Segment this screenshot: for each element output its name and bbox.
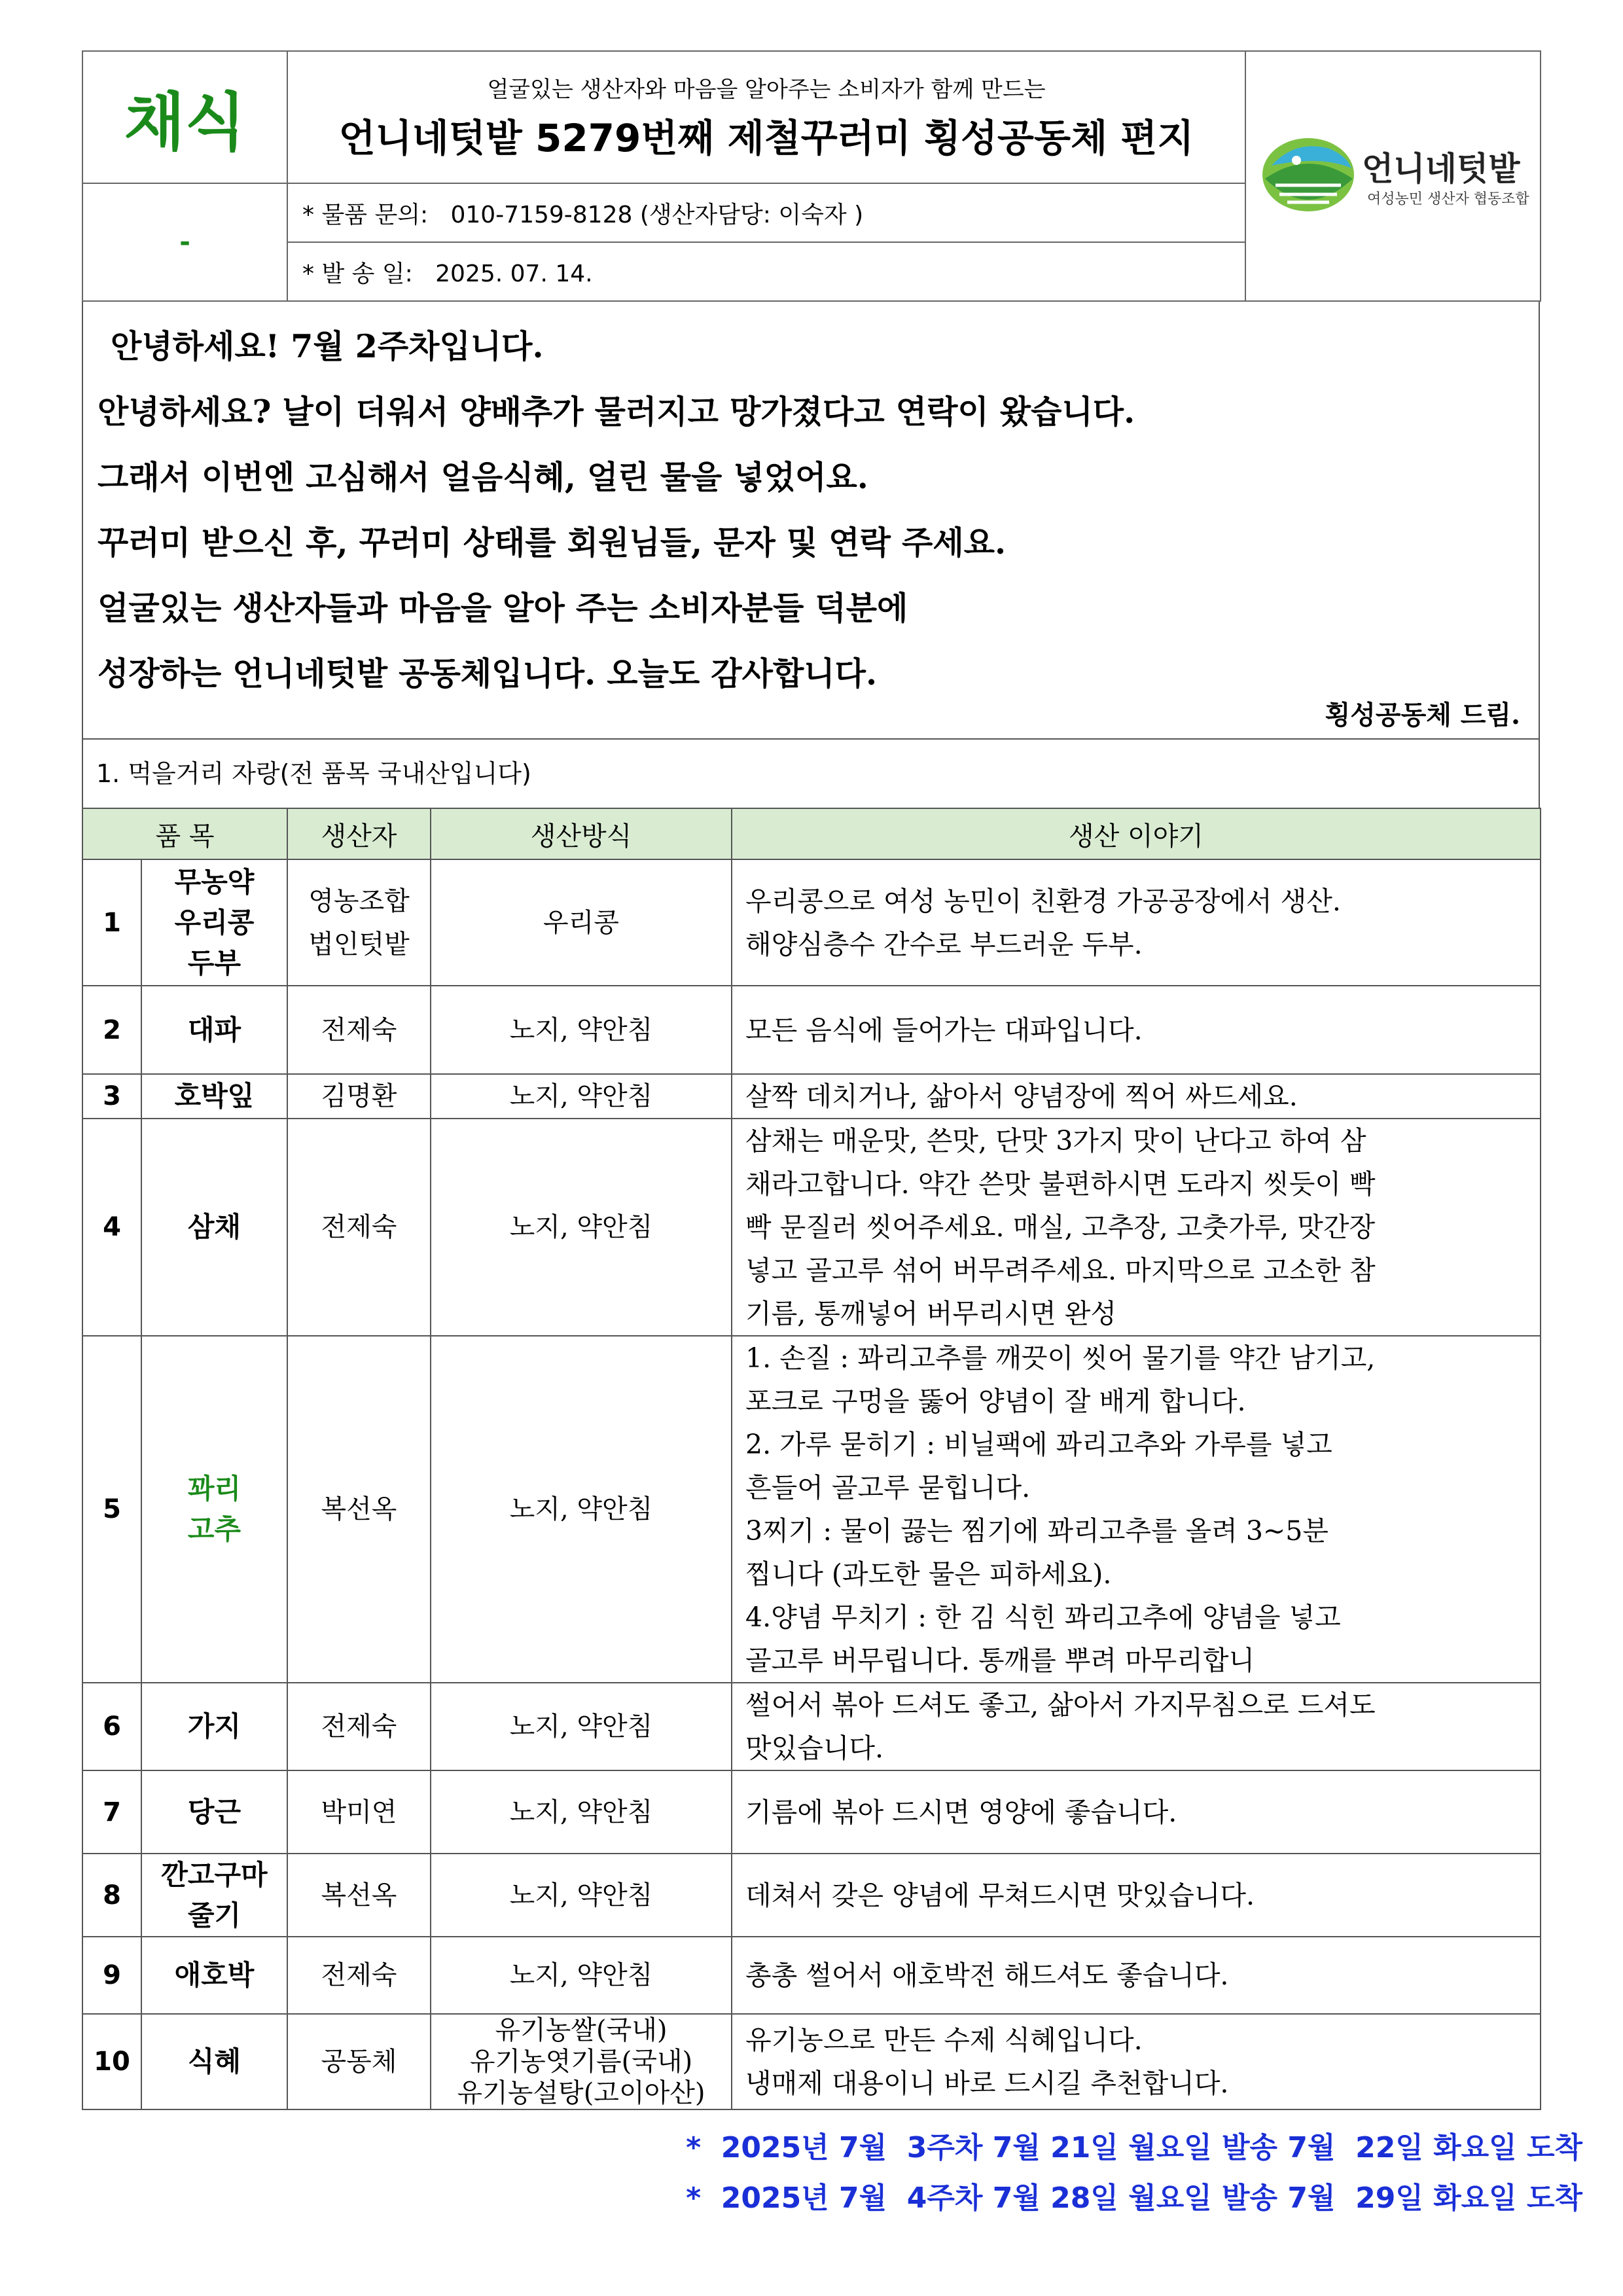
greeting-line: 안녕하세요? 날이 더워서 양배추가 물러지고 망가졌다고 연락이 왔습니다. — [98, 393, 1135, 431]
method — [431, 1770, 732, 1854]
subtitle: 얼굴있는 생산자와 마음을 알아주는 소비자가 함께 만드는 — [487, 76, 1046, 103]
row-number: 8 — [82, 1854, 141, 1937]
section-title: 1. 먹을거리 자랑(전 품목 국내산입니다) — [82, 740, 1540, 808]
table-row — [82, 1119, 1541, 1336]
item-name — [141, 1854, 287, 1937]
greeting-line: 그래서 이번엔 고심해서 얼음식혜, 얼린 물을 넣었어요. — [98, 458, 868, 496]
newsletter-page — [82, 50, 1540, 2110]
method-line: 노지, 약안침 — [509, 1712, 653, 1742]
footer-line: * 2025년 7월 4주차 7월 28일 월요일 발송 7월 29일 화요일 도착 — [686, 2181, 1582, 2215]
header-table — [82, 50, 1541, 302]
story — [732, 859, 1541, 986]
page-title: 언니네텃밭 5279번째 제철꾸러미 횡성공동체 편지 — [338, 115, 1194, 160]
method-line: 노지, 약안침 — [509, 1797, 653, 1827]
story-line: 기름에 볶아 드시면 영양에 좋습니다. — [745, 1796, 1177, 1828]
logo-cell — [1245, 51, 1541, 301]
method-line: 노지, 약안침 — [509, 1014, 653, 1045]
item-name-line: 깐고구마 — [161, 1858, 268, 1891]
signature: 횡성공동체 드림. — [1325, 700, 1520, 730]
method — [431, 1683, 732, 1770]
story — [732, 1683, 1541, 1770]
story-line: 골고루 버무립니다. 통깨를 뿌려 마무리합니 — [745, 1645, 1255, 1676]
producer — [287, 1937, 431, 2014]
story-line: 채라고합니다. 약간 쓴맛 불편하시면 도라지 씻듯이 빡 — [745, 1168, 1376, 1200]
table-row — [82, 1854, 1541, 1937]
item-name-line: 식혜 — [187, 2045, 241, 2077]
table-row — [82, 1770, 1541, 1854]
table-row — [82, 2014, 1541, 2109]
item-name-line: 당근 — [187, 1795, 241, 1828]
row-number: 9 — [82, 1937, 141, 2014]
method — [431, 1119, 732, 1336]
producer-line: 전제숙 — [321, 1014, 397, 1045]
item-name-line: 애호박 — [174, 1959, 255, 1991]
method — [431, 1937, 732, 2014]
row-number: 5 — [82, 1336, 141, 1683]
story-line: 살짝 데치거나, 삶아서 양념장에 찍어 싸드세요. — [745, 1081, 1298, 1112]
item-name — [141, 1683, 287, 1770]
item-name-line: 대파 — [187, 1013, 241, 1046]
method-line: 유기농설탕(고이아산) — [457, 2078, 705, 2108]
items-body — [82, 859, 1541, 2109]
producer-line: 전제숙 — [321, 1960, 397, 1990]
story — [732, 2014, 1541, 2109]
story — [732, 986, 1541, 1074]
producer-line: 공동체 — [321, 2047, 397, 2077]
item-name — [141, 2014, 287, 2109]
header-item: 품 목 — [82, 808, 287, 859]
story-line: 1. 손질 : 꽈리고추를 깨끗이 씻어 물기를 약간 남기고, — [745, 1342, 1376, 1374]
story-line: 유기농으로 만든 수제 식혜입니다. — [745, 2024, 1143, 2056]
ship-value: 2025. 07. 14. — [435, 260, 593, 287]
story-line: 넣고 골고루 섞어 버무려주세요. 마지막으로 고소한 참 — [745, 1255, 1376, 1286]
ship-row — [287, 242, 1245, 301]
item-name-line: 삼채 — [187, 1211, 241, 1243]
method — [431, 1336, 732, 1683]
logo-text: 언니네텃밭 — [1361, 150, 1520, 188]
story — [732, 1074, 1541, 1119]
producer-line: 박미연 — [321, 1797, 397, 1827]
producer — [287, 1683, 431, 1770]
story-line: 데쳐서 갖은 양념에 무쳐드시면 맛있습니다. — [745, 1879, 1255, 1911]
item-name-line: 줄기 — [187, 1899, 241, 1931]
story-line: 썰어서 볶아 드셔도 좋고, 삶아서 가지무침으로 드셔도 — [745, 1689, 1376, 1721]
story-line: 4.양념 무치기 : 한 김 식힌 꽈리고추에 양념을 넣고 — [745, 1602, 1341, 1633]
table-row — [82, 1937, 1541, 2014]
header-story: 생산 이야기 — [732, 808, 1541, 859]
story-line: 찝니다 (과도한 물은 피하세요). — [745, 1558, 1112, 1590]
method — [431, 859, 732, 986]
item-name-line: 꽈리 — [187, 1473, 241, 1505]
logo-subtext: 여성농민 생산자 협동조합 — [1366, 191, 1529, 207]
item-name — [141, 1937, 287, 2014]
header-producer: 생산자 — [287, 808, 431, 859]
producer-line: 전제숙 — [321, 1712, 397, 1742]
story — [732, 1770, 1541, 1854]
method — [431, 2014, 732, 2109]
inquiry-label: * 물품 문의: — [302, 201, 429, 228]
item-name — [141, 859, 287, 986]
method-line: 우리콩 — [543, 907, 619, 938]
row-number: 4 — [82, 1119, 141, 1336]
row-number: 10 — [82, 2014, 141, 2109]
story-line: 우리콩으로 여성 농민이 친환경 가공공장에서 생산. — [745, 885, 1341, 917]
producer — [287, 1119, 431, 1336]
item-name — [141, 1119, 287, 1336]
method-line: 노지, 약안침 — [509, 1960, 653, 1990]
story-line: 2. 가루 묻히기 : 비닐팩에 꽈리고추와 가루를 넣고 — [745, 1429, 1332, 1460]
greeting-line: 성장하는 언니네텃밭 공동체입니다. 오늘도 감사합니다. — [98, 655, 878, 692]
producer — [287, 859, 431, 986]
producer — [287, 1854, 431, 1937]
producer-line: 영농조합 — [308, 886, 410, 916]
method — [431, 986, 732, 1074]
method — [431, 1854, 732, 1937]
producer — [287, 1336, 431, 1683]
greeting-line: 안녕하세요! 7월 2주차입니다. — [111, 327, 544, 365]
method-line: 노지, 약안침 — [509, 1880, 653, 1910]
producer — [287, 986, 431, 1074]
method-line: 노지, 약안침 — [509, 1081, 653, 1111]
row-number: 6 — [82, 1683, 141, 1770]
item-name-line: 두부 — [187, 946, 241, 979]
table-row — [82, 986, 1541, 1074]
story-line: 총총 썰어서 애호박전 해드셔도 좋습니다. — [745, 1960, 1229, 1991]
story-line: 해양심층수 간수로 부드러운 두부. — [745, 928, 1143, 960]
story — [732, 1119, 1541, 1336]
story-line: 흔들어 골고루 묻힙니다. — [745, 1472, 1031, 1503]
items-table — [82, 808, 1541, 2110]
story-line: 기름, 통깨넣어 버무리시면 완성 — [745, 1298, 1117, 1329]
table-row — [82, 1336, 1541, 1683]
story — [732, 1854, 1541, 1937]
item-name-line: 가지 — [187, 1710, 241, 1742]
item-name — [141, 1770, 287, 1854]
story-line: 빡 문질러 씻어주세요. 매실, 고추장, 고춧가루, 맛간장 — [745, 1211, 1376, 1243]
item-name-line: 우리콩 — [174, 906, 255, 939]
table-row — [82, 859, 1541, 986]
item-name — [141, 1074, 287, 1119]
method-line: 유기농엿기름(국내) — [469, 2047, 693, 2077]
table-row — [82, 1074, 1541, 1119]
title-cell — [287, 51, 1245, 183]
producer-line: 김명환 — [321, 1081, 397, 1111]
row-number: 7 — [82, 1770, 141, 1854]
story-line: 냉매제 대용이니 바로 드시길 추천합니다. — [745, 2068, 1229, 2099]
method — [431, 1074, 732, 1119]
story-line: 포크로 구멍을 뚫어 양념이 잘 배게 합니다. — [745, 1386, 1246, 1417]
header-method: 생산방식 — [431, 808, 732, 859]
item-name — [141, 1336, 287, 1683]
producer — [287, 1074, 431, 1119]
item-name-line: 고추 — [187, 1513, 241, 1545]
producer-line: 복선옥 — [321, 1880, 397, 1910]
item-name — [141, 986, 287, 1074]
row-number: 3 — [82, 1074, 141, 1119]
inquiry-value: 010-7159-8128 (생산자담당: 이숙자 ) — [450, 201, 864, 228]
producer — [287, 2014, 431, 2109]
footer-line: * 2025년 7월 3주차 7월 21일 월요일 발송 7월 22일 화요일 도착 — [686, 2131, 1582, 2164]
row-number: 1 — [82, 859, 141, 986]
category-badge: 채식 — [82, 51, 287, 183]
producer — [287, 1770, 431, 1854]
inquiry-row — [287, 183, 1245, 242]
method-line: 노지, 약안침 — [509, 1212, 653, 1242]
item-name-line: 무농약 — [174, 865, 255, 898]
method-line: 노지, 약안침 — [509, 1494, 653, 1524]
greeting-line: 꾸러미 받으신 후, 꾸러미 상태를 회원님들, 문자 및 연락 주세요. — [98, 524, 1007, 562]
producer-line: 전제숙 — [321, 1212, 397, 1242]
story — [732, 1336, 1541, 1683]
greeting-block — [82, 302, 1540, 740]
producer-line: 복선옥 — [321, 1494, 397, 1524]
table-row — [82, 1683, 1541, 1770]
category-sub: - — [82, 183, 287, 301]
greeting-line: 얼굴있는 생산자들과 마음을 알아 주는 소비자분들 덕분에 — [98, 589, 908, 627]
method-line: 유기농쌀(국내) — [495, 2015, 668, 2045]
logo-icon — [1256, 122, 1531, 227]
story-line: 삼채는 매운맛, 쓴맛, 단맛 3가지 맛이 난다고 하여 삼 — [745, 1125, 1366, 1157]
story-line: 3찌기 : 물이 끓는 찜기에 꽈리고추를 올려 3~5분 — [745, 1515, 1329, 1547]
item-name-line: 호박잎 — [174, 1080, 255, 1112]
producer-line: 법인텃밭 — [308, 929, 410, 960]
ship-label: * 발 송 일: — [302, 260, 413, 287]
story — [732, 1937, 1541, 2014]
row-number: 2 — [82, 986, 141, 1074]
story-line: 모든 음식에 들어가는 대파입니다. — [745, 1014, 1143, 1046]
story-line: 맛있습니다. — [745, 1732, 884, 1764]
